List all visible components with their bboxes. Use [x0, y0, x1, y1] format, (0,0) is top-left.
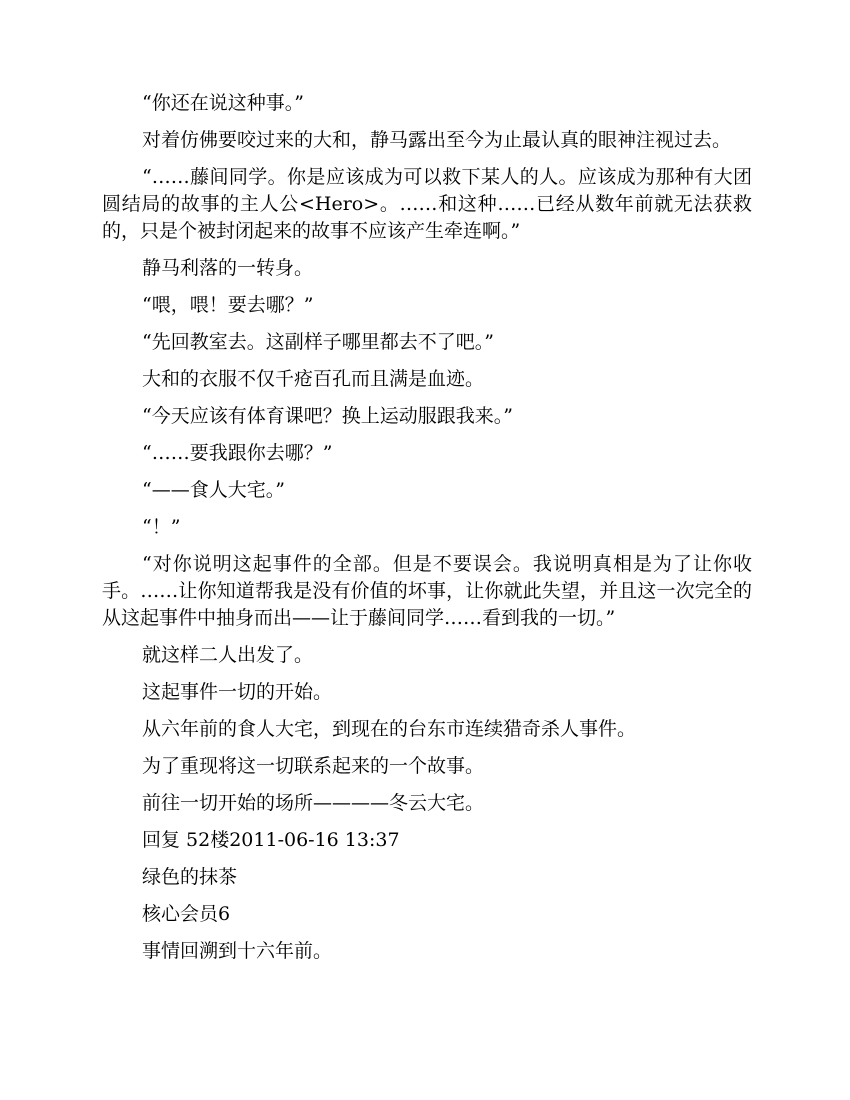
paragraph-17: 前往一切开始的场所————冬云大宅。 — [142, 792, 485, 814]
paragraph-6: “先回教室去。这副样子哪里都去不了吧。” — [142, 331, 494, 353]
paragraph-5: “喂，喂！要去哪？” — [142, 294, 314, 316]
paragraph-4: 静马利落的一转身。 — [142, 257, 314, 279]
paragraph-7: 大和的衣服不仅千疮百孔而且满是血迹。 — [142, 368, 485, 390]
paragraph-21: 事情回溯到十六年前。 — [142, 940, 333, 962]
paragraph-2: 对着仿佛要咬过来的大和，静马露出至今为止最认真的眼神注视过去。 — [142, 129, 732, 151]
paragraph-13: 就这样二人出发了。 — [142, 644, 314, 666]
paragraph-9: “……要我跟你去哪？” — [142, 442, 333, 464]
paragraph-8: “今天应该有体育课吧？换上运动服跟我来。” — [142, 405, 513, 427]
paragraph-14: 这起事件一切的开始。 — [142, 681, 333, 703]
document-body — [102, 90, 752, 975]
paragraph-15: 从六年前的食人大宅，到现在的台东市连续猎奇杀人事件。 — [142, 718, 637, 740]
paragraph-16: 为了重现将这一切联系起来的一个故事。 — [142, 755, 485, 777]
member-level: 核心会员6 — [142, 903, 231, 925]
paragraph-10: “——食人大宅。” — [142, 479, 285, 501]
paragraph-3: “……藤间同学。你是应该成为可以救下某人的人。应该成为那种有大团圆结局的故事的主人公<Hero>。……和这种……已经从数年前就无法获救的，只是个被封闭起来的故事不应该产生牵连啊。” — [102, 166, 752, 242]
paragraph-1: “你还在说这种事。” — [142, 92, 304, 114]
username: 绿色的抹茶 — [142, 866, 238, 888]
paragraph-11: “！” — [142, 516, 181, 538]
reply-meta: 回复 52楼2011-06-16 13:37 — [142, 829, 400, 851]
paragraph-12: “对你说明这起事件的全部。但是不要误会。我说明真相是为了让你收手。……让你知道帮我是没有价值的坏事，让你就此失望，并且这一次完全的从这起事件中抽身而出——让于藤间同学……看到我的一切。” — [102, 553, 752, 629]
